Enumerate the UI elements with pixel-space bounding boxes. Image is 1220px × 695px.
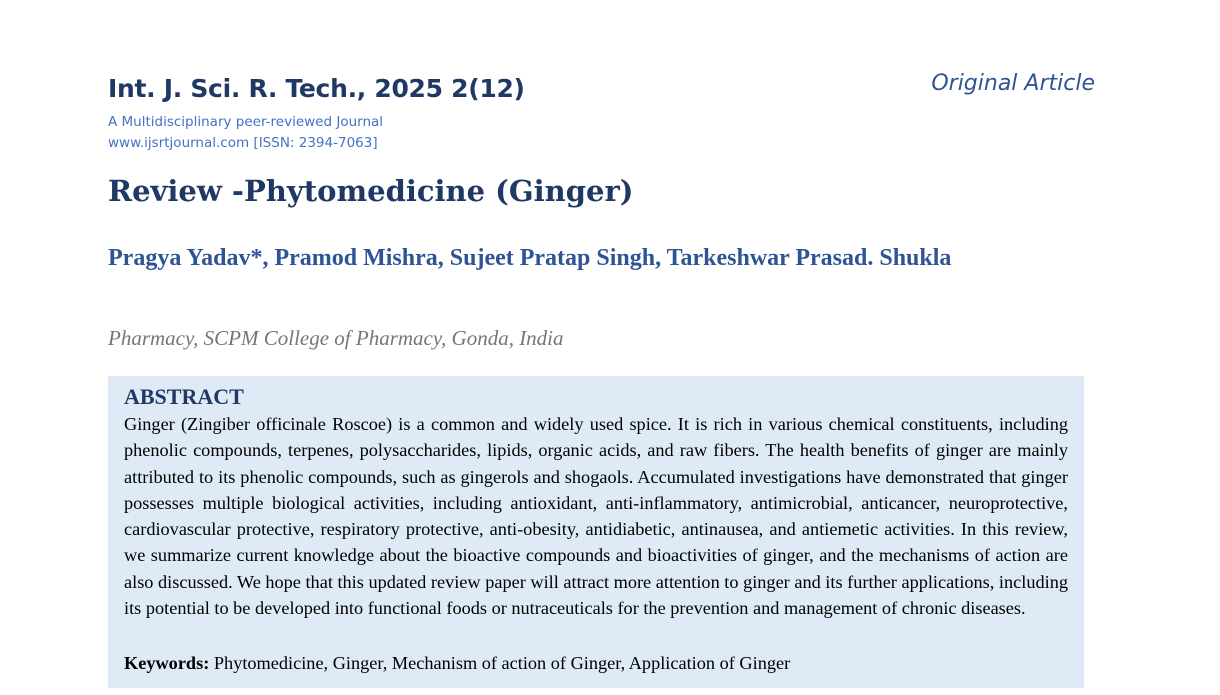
keywords-line [124, 650, 1068, 676]
article-type-label: Original Article [931, 71, 1095, 96]
abstract-section [108, 376, 1084, 688]
keywords-label: Keywords: [124, 653, 210, 673]
paper-title: Review -Phytomedicine (Ginger) [108, 174, 634, 208]
journal-title: Int. J. Sci. R. Tech., 2025 2(12) [108, 74, 525, 103]
author-affiliation: Pharmacy, SCPM College of Pharmacy, Gonda, India [108, 326, 564, 350]
journal-website: www.ijsrtjournal.com [ISSN: 2394-7063] [108, 135, 378, 151]
abstract-heading: ABSTRACT [124, 384, 244, 409]
journal-tagline: A Multidisciplinary peer-reviewed Journal [108, 114, 384, 130]
keywords-value: Phytomedicine, Ginger, Mechanism of action of Ginger, Application of Ginger [213, 653, 791, 673]
author-list: Pragya Yadav*, Pramod Mishra, Sujeet Pratap Singh, Tarkeshwar Prasad. Shukla [108, 245, 952, 271]
abstract-text: Ginger (Zingiber officinale Roscoe) is a common and widely used spice. It is rich in various chemical constituents, including phenolic compounds, terpenes, polysaccharides, lipids, organic acids, and raw fibers. The health benefits of ginger are mainly attributed to its phenolic compounds, such as gingerols and shogaols. Accumulated investigations have demonstrated that ginger possesses multiple biological activities, including antioxidant, anti-inflammatory, antimicrobial, anticancer, neuroprotective, cardiovascular protective, respiratory protective, anti-obesity, antidiabetic, antinausea, and antiemetic activities. In this review, we summarize current knowledge about the bioactive compounds and bioactivities of ginger, and the mechanisms of action are also discussed. We hope that this updated review paper will attract more attention to ginger and its further applications, including its potential to be developed into functional foods or nutraceuticals for the prevention and management of chronic diseases. [124, 414, 1068, 619]
